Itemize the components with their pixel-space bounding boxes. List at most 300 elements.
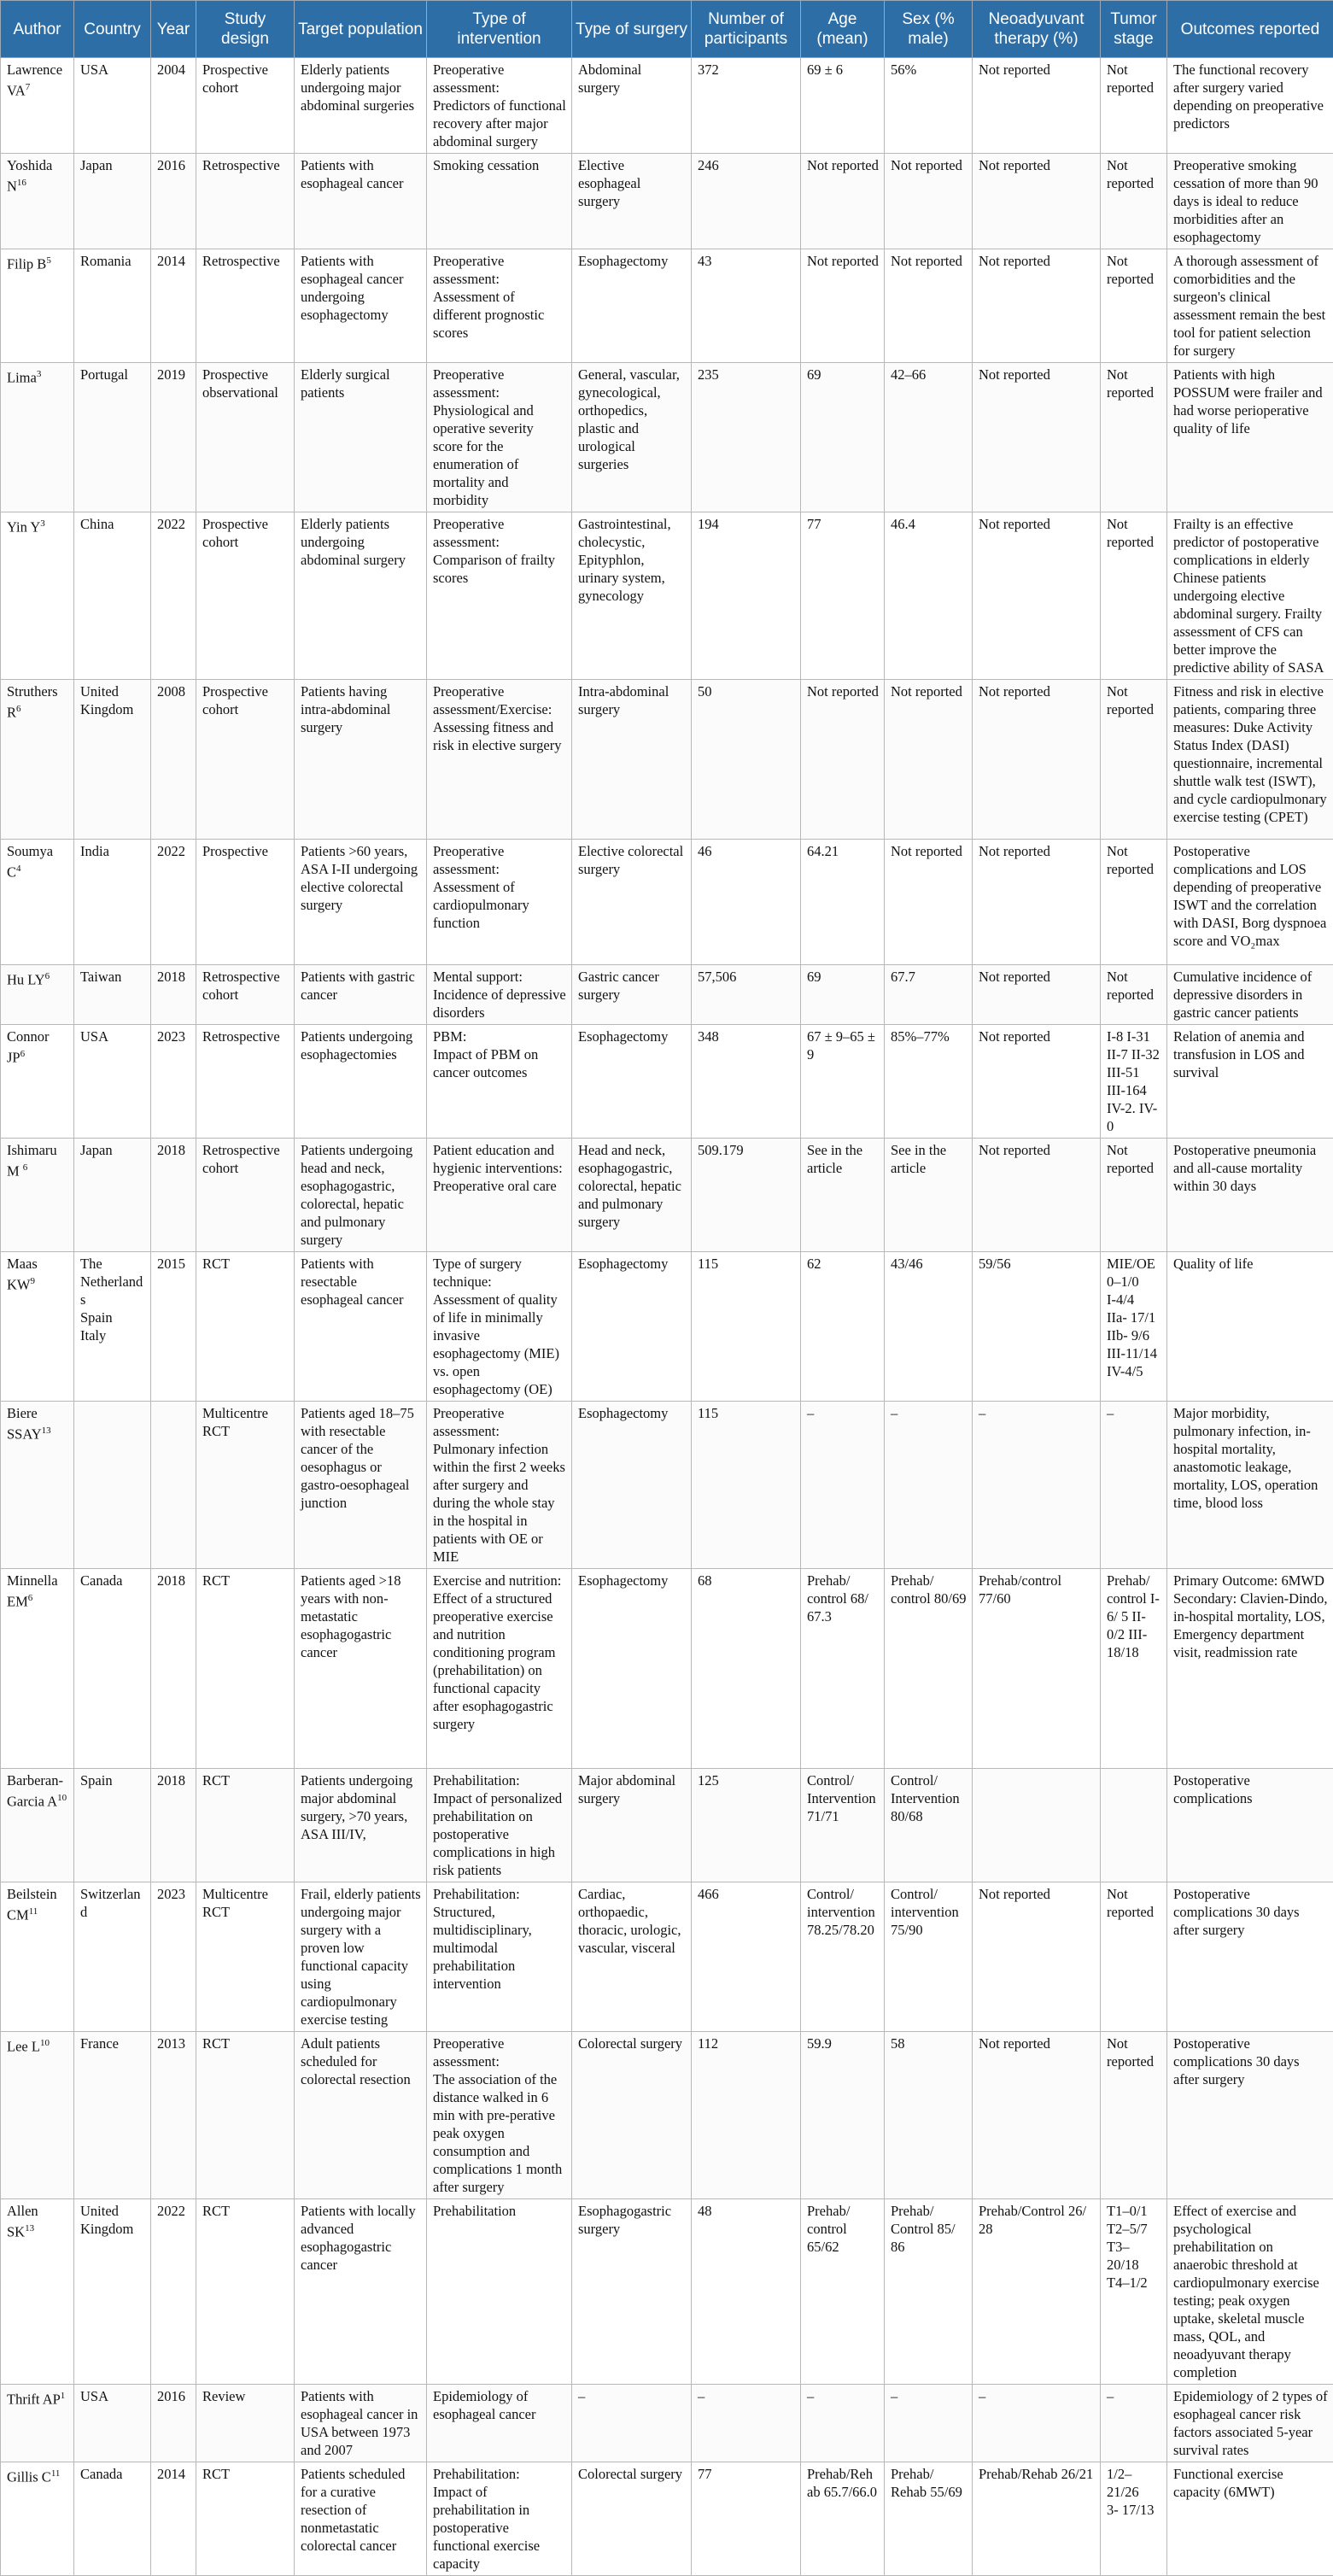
cell-stage: Not reported [1101, 840, 1167, 965]
cell-intervention: Prehabilitation: Impact of personalized prehabilitation on postoperative complications in high risk patients [427, 1769, 572, 1882]
cell-intervention: Type of surgery technique: Assessment of quality of life in minimally invasive esophagectomy (MIE) vs. open esophagectomy (OE) [427, 1252, 572, 1402]
cell-design: Prospective cohort [196, 512, 295, 680]
cell-year: 2013 [151, 2032, 196, 2199]
cell-outcomes: Effect of exercise and psychological prehabilitation on anaerobic threshold at cardiopulmonary exercise testing; peak oxygen uptake, skeletal muscle mass, QOL, and neoadyuvant therapy completion [1167, 2199, 1333, 2385]
cell-year: 2018 [151, 1769, 196, 1882]
cell-surgery: Abdominal surgery [572, 58, 692, 154]
table-row [1, 1769, 1333, 1882]
cell-outcomes: Quality of life [1167, 1252, 1333, 1402]
cell-stage: Not reported [1101, 1882, 1167, 2032]
table-row [1, 154, 1333, 249]
table-row [1, 1025, 1333, 1139]
table-row [1, 249, 1333, 363]
author-name: Lawrence VA [7, 61, 62, 99]
cell-design: Retrospective cohort [196, 1139, 295, 1252]
cell-age: Not reported [801, 154, 885, 249]
author-name: Maas KW [7, 1256, 38, 1293]
table-row [1, 1882, 1333, 2032]
cell-sex: Not reported [885, 680, 973, 840]
cell-author [1, 2199, 74, 2385]
cell-outcomes: Cumulative incidence of depressive disorders in gastric cancer patients [1167, 965, 1333, 1025]
cell-sex: 46.4 [885, 512, 973, 680]
cell-outcomes: Postoperative complications [1167, 1769, 1333, 1882]
cell-design: Prospective cohort [196, 680, 295, 840]
cell-year: 2016 [151, 2385, 196, 2462]
cell-intervention: Preoperative assessment: Predictors of functional recovery after major abdominal surgery [427, 58, 572, 154]
reference-number: 7 [26, 82, 31, 92]
cell-participants: 466 [692, 1882, 801, 2032]
cell-outcomes: Postoperative pneumonia and all-cause mortality within 30 days [1167, 1139, 1333, 1252]
cell-author [1, 1882, 74, 2032]
reference-number: 6 [20, 1049, 26, 1059]
cell-sex: 67.7 [885, 965, 973, 1025]
cell-sex: Prehab/ Control 85/ 86 [885, 2199, 973, 2385]
cell-population: Patients >60 years, ASA I-II undergoing elective colorectal surgery [295, 840, 427, 965]
column-header-outcomes: Outcomes reported [1167, 1, 1333, 58]
cell-age: Control/ intervention 78.25/78.20 [801, 1882, 885, 2032]
cell-design: RCT [196, 2032, 295, 2199]
reference-number: 10 [40, 2038, 50, 2048]
cell-year: 2022 [151, 2199, 196, 2385]
cell-country: USA [74, 2385, 151, 2462]
cell-country: United Kingdom [74, 680, 151, 840]
cell-outcomes: Primary Outcome: 6MWD Secondary: Clavien-Dindo, in-hospital mortality, LOS, Emergency department visit, readmission rate [1167, 1569, 1333, 1769]
cell-year: 2004 [151, 58, 196, 154]
cell-intervention: Prehabilitation: Structured, multidisciplinary, multimodal prehabilitation intervention [427, 1882, 572, 2032]
cell-intervention: Preoperative assessment: Physiological and operative severity score for the enumeration of mortality and morbidity [427, 363, 572, 512]
cell-intervention: Smoking cessation [427, 154, 572, 249]
cell-neoadjuvant: – [973, 1402, 1101, 1569]
cell-stage: Not reported [1101, 1139, 1167, 1252]
reference-number: 5 [46, 255, 51, 266]
author-name: Yoshida N [7, 157, 52, 195]
cell-population: Patients aged >18 years with non-metastatic esophagogastric cancer [295, 1569, 427, 1769]
cell-country: Japan [74, 1139, 151, 1252]
cell-age: Prehab/Rehab 65.7/66.0 [801, 2462, 885, 2576]
cell-stage: Not reported [1101, 249, 1167, 363]
cell-participants: 194 [692, 512, 801, 680]
cell-participants: 125 [692, 1769, 801, 1882]
cell-sex: Not reported [885, 840, 973, 965]
table-header [1, 1, 1333, 58]
reference-number: 1 [61, 2391, 66, 2401]
cell-outcomes: Relation of anemia and transfusion in LOS and survival [1167, 1025, 1333, 1139]
cell-stage: MIE/OE 0–1/0 I-4/4 IIa- 17/1 IIb- 9/6 III-11/14 IV-4/5 [1101, 1252, 1167, 1402]
table-row [1, 2462, 1333, 2576]
cell-population: Elderly surgical patients [295, 363, 427, 512]
cell-year [151, 1402, 196, 1569]
cell-outcomes: A thorough assessment of comorbidities and the surgeon's clinical assessment remain the best tool for patient selection for surgery [1167, 249, 1333, 363]
cell-country: USA [74, 58, 151, 154]
cell-participants: 235 [692, 363, 801, 512]
cell-surgery: Colorectal surgery [572, 2032, 692, 2199]
column-header-year: Year [151, 1, 196, 58]
table-row [1, 1569, 1333, 1769]
cell-sex: 58 [885, 2032, 973, 2199]
cell-sex: Prehab/ control 80/69 [885, 1569, 973, 1769]
author-name: Barberan-Garcia A [7, 1772, 63, 1810]
cell-age: 59.9 [801, 2032, 885, 2199]
cell-year: 2018 [151, 965, 196, 1025]
cell-outcomes: Postoperative complications 30 days after surgery [1167, 1882, 1333, 2032]
author-name: Hu LY [7, 972, 45, 988]
column-header-sex: Sex (% male) [885, 1, 973, 58]
cell-year: 2018 [151, 1139, 196, 1252]
table-row [1, 363, 1333, 512]
reference-number: 16 [17, 178, 26, 188]
reference-number: 3 [40, 518, 45, 529]
cell-neoadjuvant: Prehab/control 77/60 [973, 1569, 1101, 1769]
cell-outcomes: Functional exercise capacity (6MWT) [1167, 2462, 1333, 2576]
cell-author [1, 512, 74, 680]
cell-surgery: Elective esophageal surgery [572, 154, 692, 249]
cell-author [1, 58, 74, 154]
cell-stage: – [1101, 2385, 1167, 2462]
cell-stage: Not reported [1101, 965, 1167, 1025]
cell-population: Patients with esophageal cancer [295, 154, 427, 249]
column-header-author: Author [1, 1, 74, 58]
cell-country: The Netherlands Spain Italy [74, 1252, 151, 1402]
cell-intervention: Exercise and nutrition: Effect of a structured preoperative exercise and nutrition conditioning program (prehabilitation) on functional capacity after esophagogastric surgery [427, 1569, 572, 1769]
author-name: Ishimaru M [7, 1142, 57, 1180]
cell-participants: 509.179 [692, 1139, 801, 1252]
cell-surgery: Esophagogastric surgery [572, 2199, 692, 2385]
cell-surgery: Esophagectomy [572, 1402, 692, 1569]
cell-author [1, 1139, 74, 1252]
cell-sex: Control/ Intervention 80/68 [885, 1769, 973, 1882]
cell-surgery: Esophagectomy [572, 249, 692, 363]
cell-author [1, 2462, 74, 2576]
cell-design: Retrospective [196, 1025, 295, 1139]
column-header-participants: Number of participants [692, 1, 801, 58]
cell-design: Multicentre RCT [196, 1402, 295, 1569]
cell-neoadjuvant: Prehab/Control 26/ 28 [973, 2199, 1101, 2385]
cell-stage: – [1101, 1402, 1167, 1569]
cell-neoadjuvant: Not reported [973, 965, 1101, 1025]
cell-neoadjuvant: Not reported [973, 154, 1101, 249]
cell-intervention: Preoperative assessment: Comparison of frailty scores [427, 512, 572, 680]
cell-author [1, 680, 74, 840]
cell-surgery: Cardiac, orthopaedic, thoracic, urologic, vascular, visceral [572, 1882, 692, 2032]
cell-intervention: Preoperative assessment: Assessment of different prognostic scores [427, 249, 572, 363]
cell-year: 2022 [151, 840, 196, 965]
cell-design: RCT [196, 1769, 295, 1882]
cell-population: Frail, elderly patients undergoing major surgery with a proven low functional capacity using cardiopulmonary exercise testing [295, 1882, 427, 2032]
cell-age: 69 [801, 965, 885, 1025]
cell-neoadjuvant: Prehab/Rehab 26/21 [973, 2462, 1101, 2576]
cell-surgery: Head and neck, esophagogastric, colorectal, hepatic and pulmonary surgery [572, 1139, 692, 1252]
cell-age: – [801, 2385, 885, 2462]
reference-number: 13 [42, 1426, 51, 1436]
author-name: Beilstein CM [7, 1886, 57, 1923]
cell-sex: Not reported [885, 249, 973, 363]
cell-outcomes: Fitness and risk in elective patients, comparing three measures: Duke Activity Status Index (DASI) questionnaire, incremental shuttle walk test (ISWT), and cycle cardiopulmonary exercise testing (CPET) [1167, 680, 1333, 840]
cell-country: France [74, 2032, 151, 2199]
reference-number: 10 [57, 1793, 67, 1803]
cell-intervention: Preoperative assessment: Pulmonary infection within the first 2 weeks after surgery and during the whole stay in the hospital in patients with OE or MIE [427, 1402, 572, 1569]
table-row [1, 2032, 1333, 2199]
table-row [1, 512, 1333, 680]
cell-population: Patients aged 18–75 with resectable cancer of the oesophagus or gastro-oesophageal junction [295, 1402, 427, 1569]
author-name: Struthers R [7, 683, 58, 721]
reference-number: 11 [51, 2468, 61, 2479]
table-row [1, 680, 1333, 840]
cell-participants: 348 [692, 1025, 801, 1139]
cell-year: 2019 [151, 363, 196, 512]
cell-participants: 115 [692, 1402, 801, 1569]
cell-design: RCT [196, 2199, 295, 2385]
cell-design: Prospective observational [196, 363, 295, 512]
cell-stage: Not reported [1101, 512, 1167, 680]
cell-age: 77 [801, 512, 885, 680]
cell-author [1, 1402, 74, 1569]
column-header-stage: Tumor stage [1101, 1, 1167, 58]
cell-country [74, 1402, 151, 1569]
cell-neoadjuvant [973, 1769, 1101, 1882]
table-row [1, 2199, 1333, 2385]
cell-stage: T1–0/1 T2–5/7 T3–20/18 T4–1/2 [1101, 2199, 1167, 2385]
cell-age: 67 ± 9–65 ± 9 [801, 1025, 885, 1139]
cell-surgery: Esophagectomy [572, 1569, 692, 1769]
cell-age: 69 [801, 363, 885, 512]
cell-age: Prehab/ control 65/62 [801, 2199, 885, 2385]
table-row [1, 840, 1333, 965]
reference-number: 13 [25, 2223, 34, 2234]
cell-author [1, 1569, 74, 1769]
cell-age: Not reported [801, 249, 885, 363]
author-name: Allen SK [7, 2203, 38, 2240]
cell-stage: 1/2–21/26 3- 17/13 [1101, 2462, 1167, 2576]
author-name: Yin Y [7, 519, 40, 536]
author-name: Biere SSAY [7, 1405, 42, 1443]
cell-neoadjuvant: Not reported [973, 1025, 1101, 1139]
cell-participants: – [692, 2385, 801, 2462]
cell-participants: 57,506 [692, 965, 801, 1025]
cell-outcomes: Patients with high POSSUM were frailer and had worse perioperative quality of life [1167, 363, 1333, 512]
cell-neoadjuvant: – [973, 2385, 1101, 2462]
cell-author [1, 1025, 74, 1139]
cell-age: See in the article [801, 1139, 885, 1252]
cell-sex: 56% [885, 58, 973, 154]
cell-country: Spain [74, 1769, 151, 1882]
cell-outcomes: Major morbidity, pulmonary infection, in-hospital mortality, anastomotic leakage, mortality, LOS, operation time, blood loss [1167, 1402, 1333, 1569]
reference-number: 3 [37, 369, 42, 379]
cell-country: Canada [74, 1569, 151, 1769]
cell-design: RCT [196, 1569, 295, 1769]
cell-stage: Prehab/ control I-6/ 5 II-0/2 III-18/18 [1101, 1569, 1167, 1769]
cell-country: Switzerland [74, 1882, 151, 2032]
cell-author [1, 1769, 74, 1882]
cell-outcomes: Epidemiology of 2 types of esophageal cancer risk factors associated 5-year survival rates [1167, 2385, 1333, 2462]
table-row [1, 2385, 1333, 2462]
cell-intervention: Preoperative assessment: The association of the distance walked in 6 min with pre-perative peak oxygen consumption and complications 1 month after surgery [427, 2032, 572, 2199]
cell-stage: Not reported [1101, 680, 1167, 840]
cell-surgery: Gastric cancer surgery [572, 965, 692, 1025]
cell-surgery: Elective colorectal surgery [572, 840, 692, 965]
cell-country: USA [74, 1025, 151, 1139]
cell-population: Elderly patients undergoing major abdominal surgeries [295, 58, 427, 154]
cell-design: Retrospective cohort [196, 965, 295, 1025]
cell-surgery: – [572, 2385, 692, 2462]
reference-number: 6 [23, 1162, 28, 1173]
table-row [1, 965, 1333, 1025]
cell-neoadjuvant: Not reported [973, 58, 1101, 154]
cell-design: Prospective cohort [196, 58, 295, 154]
cell-year: 2008 [151, 680, 196, 840]
cell-sex: See in the article [885, 1139, 973, 1252]
cell-year: 2022 [151, 512, 196, 680]
cell-author [1, 1252, 74, 1402]
cell-neoadjuvant: Not reported [973, 363, 1101, 512]
cell-neoadjuvant: Not reported [973, 512, 1101, 680]
cell-stage: Not reported [1101, 2032, 1167, 2199]
cell-sex: Not reported [885, 154, 973, 249]
cell-neoadjuvant: Not reported [973, 1882, 1101, 2032]
cell-year: 2023 [151, 1882, 196, 2032]
cell-intervention: Epidemiology of esophageal cancer [427, 2385, 572, 2462]
author-name: Filip B [7, 256, 46, 272]
cell-neoadjuvant: Not reported [973, 249, 1101, 363]
author-name: Soumya C [7, 843, 53, 881]
cell-outcomes: Frailty is an effective predictor of postoperative complications in elderly Chinese patients undergoing elective abdominal surgery. Frailty assessment of CFS can better improve the predictive ability of SASA [1167, 512, 1333, 680]
cell-participants: 372 [692, 58, 801, 154]
header-row [1, 1, 1333, 58]
column-header-age: Age (mean) [801, 1, 885, 58]
cell-outcomes: Postoperative complications and LOS depending of preoperative ISWT and the correlation with DASI, Borg dyspnoea score and VO₂max [1167, 840, 1333, 965]
cell-year: 2015 [151, 1252, 196, 1402]
column-header-country: Country [74, 1, 151, 58]
reference-number: 6 [16, 704, 21, 714]
column-header-surgery: Type of surgery [572, 1, 692, 58]
cell-surgery: Esophagectomy [572, 1252, 692, 1402]
cell-population: Elderly patients undergoing abdominal surgery [295, 512, 427, 680]
cell-design: RCT [196, 1252, 295, 1402]
cell-population: Patients undergoing esophagectomies [295, 1025, 427, 1139]
cell-design: Multicentre RCT [196, 1882, 295, 2032]
author-name: Lima [7, 370, 37, 386]
cell-surgery: Major abdominal surgery [572, 1769, 692, 1882]
cell-participants: 68 [692, 1569, 801, 1769]
cell-intervention: Preoperative assessment/Exercise: Assessing fitness and risk in elective surgery [427, 680, 572, 840]
cell-sex: 43/46 [885, 1252, 973, 1402]
column-header-neoadjuvant: Neoadyuvant therapy (%) [973, 1, 1101, 58]
table-row [1, 1139, 1333, 1252]
reference-number: 11 [29, 1906, 38, 1917]
cell-stage: Not reported [1101, 58, 1167, 154]
cell-sex: – [885, 2385, 973, 2462]
cell-neoadjuvant: Not reported [973, 840, 1101, 965]
cell-sex: 85%–77% [885, 1025, 973, 1139]
cell-country: Japan [74, 154, 151, 249]
reference-number: 6 [28, 1593, 33, 1603]
cell-neoadjuvant: Not reported [973, 2032, 1101, 2199]
cell-neoadjuvant: Not reported [973, 680, 1101, 840]
cell-country: Portugal [74, 363, 151, 512]
cell-year: 2014 [151, 249, 196, 363]
cell-population: Patients undergoing head and neck, esophagogastric, colorectal, hepatic and pulmonary surgery [295, 1139, 427, 1252]
cell-outcomes: The functional recovery after surgery varied depending on preoperative predictors [1167, 58, 1333, 154]
cell-country: United Kingdom [74, 2199, 151, 2385]
table-row [1, 1402, 1333, 1569]
cell-country: China [74, 512, 151, 680]
cell-author [1, 363, 74, 512]
cell-participants: 48 [692, 2199, 801, 2385]
cell-author [1, 2032, 74, 2199]
cell-age: 69 ± 6 [801, 58, 885, 154]
cell-age: Control/ Intervention 71/71 [801, 1769, 885, 1882]
cell-surgery: Colorectal surgery [572, 2462, 692, 2576]
author-name: Minnella EM [7, 1572, 58, 1610]
author-name: Thrift AP [7, 2392, 61, 2408]
cell-participants: 112 [692, 2032, 801, 2199]
cell-neoadjuvant: Not reported [973, 1139, 1101, 1252]
cell-population: Patients with esophageal cancer undergoing esophagectomy [295, 249, 427, 363]
cell-age: 62 [801, 1252, 885, 1402]
cell-country: India [74, 840, 151, 965]
cell-population: Patients with locally advanced esophagogastric cancer [295, 2199, 427, 2385]
table-row [1, 58, 1333, 154]
author-name: Gillis C [7, 2469, 51, 2485]
cell-intervention: Preoperative assessment: Assessment of cardiopulmonary function [427, 840, 572, 965]
reference-number: 4 [16, 864, 21, 874]
cell-surgery: Esophagectomy [572, 1025, 692, 1139]
column-header-population: Target population [295, 1, 427, 58]
cell-country: Romania [74, 249, 151, 363]
author-name: Lee L [7, 2039, 40, 2055]
cell-population: Patients with resectable esophageal cancer [295, 1252, 427, 1402]
reference-number: 9 [31, 1276, 36, 1286]
cell-stage [1101, 1769, 1167, 1882]
table-body [1, 58, 1333, 2576]
cell-age: – [801, 1402, 885, 1569]
cell-population: Patients with gastric cancer [295, 965, 427, 1025]
column-header-design: Study design [196, 1, 295, 58]
cell-author [1, 2385, 74, 2462]
cell-stage: Not reported [1101, 363, 1167, 512]
cell-intervention: Mental support: Incidence of depressive disorders [427, 965, 572, 1025]
cell-outcomes: Postoperative complications 30 days after surgery [1167, 2032, 1333, 2199]
cell-participants: 77 [692, 2462, 801, 2576]
cell-age: Not reported [801, 680, 885, 840]
author-name: Connor JP [7, 1028, 50, 1066]
table-row [1, 1252, 1333, 1402]
cell-population: Patients having intra-abdominal surgery [295, 680, 427, 840]
cell-neoadjuvant: 59/56 [973, 1252, 1101, 1402]
cell-participants: 46 [692, 840, 801, 965]
reference-number: 6 [45, 971, 50, 981]
cell-participants: 246 [692, 154, 801, 249]
cell-design: Prospective [196, 840, 295, 965]
cell-population: Adult patients scheduled for colorectal resection [295, 2032, 427, 2199]
cell-author [1, 249, 74, 363]
cell-stage: I-8 I-31 II-7 II-32 III-51 III-164 IV-2. IV-0 [1101, 1025, 1167, 1139]
cell-age: 64.21 [801, 840, 885, 965]
cell-sex: Control/ intervention 75/90 [885, 1882, 973, 2032]
cell-intervention: Prehabilitation [427, 2199, 572, 2385]
column-header-intervention: Type of intervention [427, 1, 572, 58]
cell-year: 2023 [151, 1025, 196, 1139]
cell-intervention: PBM: Impact of PBM on cancer outcomes [427, 1025, 572, 1139]
cell-surgery: Gastrointestinal, cholecystic, Epityphlon, urinary system, gynecology [572, 512, 692, 680]
cell-author [1, 965, 74, 1025]
cell-author [1, 154, 74, 249]
cell-year: 2014 [151, 2462, 196, 2576]
cell-design: RCT [196, 2462, 295, 2576]
cell-year: 2016 [151, 154, 196, 249]
cell-participants: 43 [692, 249, 801, 363]
cell-design: Review [196, 2385, 295, 2462]
cell-design: Retrospective [196, 154, 295, 249]
